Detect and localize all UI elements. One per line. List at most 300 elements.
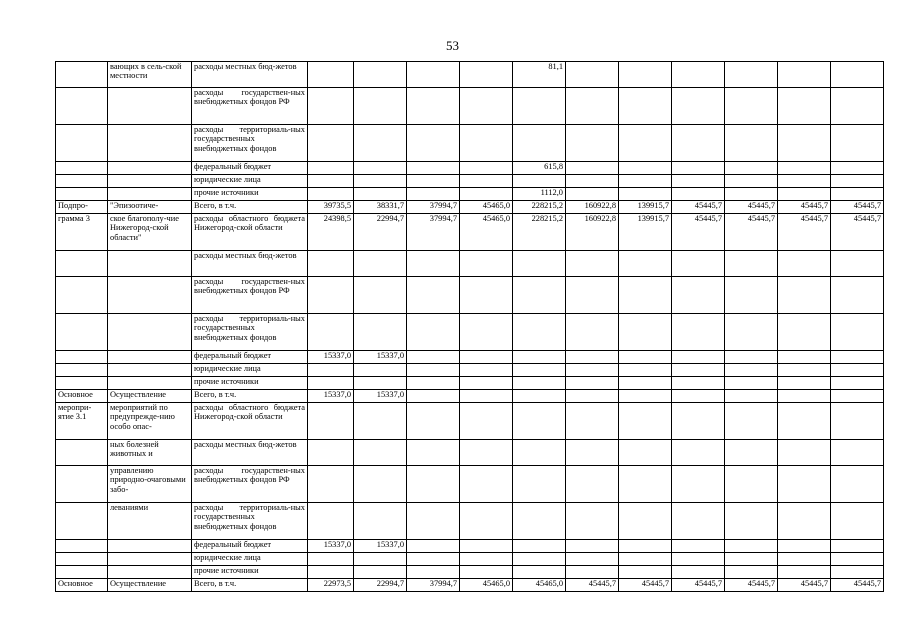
program-name-cell xyxy=(108,188,192,201)
amount-cell xyxy=(308,62,354,88)
funding-source-cell: расходы местных бюд-жетов xyxy=(192,440,308,466)
amount-cell xyxy=(778,503,831,540)
program-name-cell xyxy=(108,553,192,566)
funding-source-cell: расходы территориаль-ных государственных внебюджетных фондов xyxy=(192,314,308,351)
amount-cell: 15337,0 xyxy=(354,540,407,553)
amount-cell xyxy=(831,162,884,175)
program-code-cell xyxy=(56,88,108,125)
amount-cell xyxy=(354,125,407,162)
amount-cell: 15337,0 xyxy=(354,351,407,364)
amount-cell: 139915,7 xyxy=(619,214,672,251)
amount-cell xyxy=(778,553,831,566)
amount-cell: 45445,7 xyxy=(566,579,619,592)
amount-cell xyxy=(778,251,831,277)
amount-cell: 45445,7 xyxy=(778,579,831,592)
amount-cell xyxy=(566,175,619,188)
amount-cell xyxy=(407,440,460,466)
amount-cell xyxy=(308,175,354,188)
amount-cell xyxy=(831,403,884,440)
amount-cell: 22994,7 xyxy=(354,579,407,592)
amount-cell xyxy=(460,251,513,277)
program-name-cell xyxy=(108,377,192,390)
amount-cell xyxy=(513,277,566,314)
amount-cell xyxy=(566,364,619,377)
amount-cell xyxy=(407,175,460,188)
table-row xyxy=(56,553,884,566)
amount-cell xyxy=(513,403,566,440)
amount-cell: 15337,0 xyxy=(308,540,354,553)
amount-cell: 1112,0 xyxy=(513,188,566,201)
amount-cell: 45445,7 xyxy=(831,214,884,251)
amount-cell xyxy=(619,277,672,314)
amount-cell xyxy=(407,390,460,403)
program-code-cell xyxy=(56,440,108,466)
amount-cell xyxy=(460,377,513,390)
amount-cell xyxy=(513,540,566,553)
amount-cell xyxy=(354,377,407,390)
amount-cell xyxy=(354,403,407,440)
amount-cell xyxy=(513,553,566,566)
amount-cell xyxy=(566,277,619,314)
amount-cell: 45445,7 xyxy=(778,201,831,214)
amount-cell: 139915,7 xyxy=(619,201,672,214)
amount-cell: 45465,0 xyxy=(513,579,566,592)
amount-cell xyxy=(308,125,354,162)
amount-cell: 39735,5 xyxy=(308,201,354,214)
amount-cell xyxy=(619,503,672,540)
amount-cell xyxy=(778,377,831,390)
table-row xyxy=(56,390,884,403)
amount-cell xyxy=(778,566,831,579)
amount-cell: 45445,7 xyxy=(672,579,725,592)
amount-cell: 228215,2 xyxy=(513,214,566,251)
amount-cell xyxy=(460,566,513,579)
amount-cell xyxy=(460,314,513,351)
amount-cell xyxy=(831,175,884,188)
amount-cell: 160922,8 xyxy=(566,214,619,251)
amount-cell xyxy=(460,503,513,540)
amount-cell xyxy=(407,466,460,503)
program-name-cell xyxy=(108,566,192,579)
program-name-cell xyxy=(108,125,192,162)
amount-cell xyxy=(566,314,619,351)
program-name-cell xyxy=(108,175,192,188)
amount-cell xyxy=(407,125,460,162)
amount-cell xyxy=(725,440,778,466)
amount-cell xyxy=(831,364,884,377)
program-name-cell: управлению природно-очаговыми забо- xyxy=(108,466,192,503)
amount-cell xyxy=(831,277,884,314)
table-row xyxy=(56,125,884,162)
table-row xyxy=(56,88,884,125)
amount-cell: 15337,0 xyxy=(354,390,407,403)
amount-cell xyxy=(308,88,354,125)
program-code-cell xyxy=(56,175,108,188)
table-row xyxy=(56,188,884,201)
table-row xyxy=(56,214,884,251)
program-name-cell xyxy=(108,314,192,351)
amount-cell xyxy=(407,503,460,540)
program-code-cell xyxy=(56,351,108,364)
program-name-cell xyxy=(108,88,192,125)
amount-cell xyxy=(308,162,354,175)
amount-cell: 160922,8 xyxy=(566,201,619,214)
program-code-cell xyxy=(56,466,108,503)
amount-cell xyxy=(354,553,407,566)
amount-cell xyxy=(619,440,672,466)
amount-cell: 45445,7 xyxy=(725,214,778,251)
amount-cell xyxy=(460,125,513,162)
amount-cell xyxy=(308,377,354,390)
funding-source-cell: юридические лица xyxy=(192,364,308,377)
funding-source-cell: юридические лица xyxy=(192,553,308,566)
amount-cell xyxy=(725,88,778,125)
amount-cell xyxy=(460,162,513,175)
table-row xyxy=(56,440,884,466)
funding-source-cell: расходы государствен-ных внебюджетных фондов РФ xyxy=(192,277,308,314)
amount-cell: 45445,7 xyxy=(725,579,778,592)
amount-cell xyxy=(566,466,619,503)
amount-cell xyxy=(407,162,460,175)
amount-cell xyxy=(725,503,778,540)
amount-cell xyxy=(619,175,672,188)
amount-cell xyxy=(831,566,884,579)
funding-source-cell: юридические лица xyxy=(192,175,308,188)
amount-cell xyxy=(672,251,725,277)
funding-source-cell: прочие источники xyxy=(192,566,308,579)
amount-cell: 45445,7 xyxy=(831,579,884,592)
funding-source-cell: Всего, в т.ч. xyxy=(192,201,308,214)
amount-cell xyxy=(725,188,778,201)
amount-cell: 45465,0 xyxy=(460,201,513,214)
amount-cell xyxy=(566,553,619,566)
program-name-cell: мероприятий по предупрежде-нию особо опас- xyxy=(108,403,192,440)
amount-cell xyxy=(566,566,619,579)
table-row xyxy=(56,503,884,540)
amount-cell xyxy=(354,188,407,201)
amount-cell xyxy=(619,540,672,553)
amount-cell xyxy=(308,403,354,440)
amount-cell xyxy=(619,390,672,403)
amount-cell xyxy=(725,566,778,579)
amount-cell xyxy=(672,503,725,540)
table-row xyxy=(56,377,884,390)
amount-cell xyxy=(460,277,513,314)
amount-cell xyxy=(513,466,566,503)
amount-cell: 24398,5 xyxy=(308,214,354,251)
amount-cell xyxy=(619,251,672,277)
program-code-cell xyxy=(56,277,108,314)
amount-cell xyxy=(460,540,513,553)
amount-cell xyxy=(308,277,354,314)
program-name-cell xyxy=(108,251,192,277)
amount-cell xyxy=(831,503,884,540)
amount-cell xyxy=(566,88,619,125)
amount-cell xyxy=(672,277,725,314)
program-name-cell: "Эпизоотиче- xyxy=(108,201,192,214)
amount-cell xyxy=(460,188,513,201)
amount-cell xyxy=(308,440,354,466)
table-row xyxy=(56,175,884,188)
amount-cell xyxy=(354,364,407,377)
amount-cell xyxy=(831,314,884,351)
amount-cell xyxy=(354,503,407,540)
amount-cell xyxy=(460,403,513,440)
amount-cell: 38331,7 xyxy=(354,201,407,214)
amount-cell: 45445,7 xyxy=(725,201,778,214)
amount-cell: 45445,7 xyxy=(831,201,884,214)
amount-cell xyxy=(778,351,831,364)
amount-cell xyxy=(407,351,460,364)
amount-cell: 45445,7 xyxy=(672,214,725,251)
program-code-cell xyxy=(56,553,108,566)
amount-cell xyxy=(407,377,460,390)
program-code-cell: Основное xyxy=(56,579,108,592)
table-row xyxy=(56,277,884,314)
funding-source-cell: расходы областного бюджета Нижегород-ской области xyxy=(192,214,308,251)
amount-cell xyxy=(566,62,619,88)
amount-cell: 228215,2 xyxy=(513,201,566,214)
amount-cell xyxy=(619,88,672,125)
amount-cell xyxy=(407,314,460,351)
amount-cell xyxy=(407,403,460,440)
amount-cell xyxy=(725,314,778,351)
amount-cell xyxy=(407,277,460,314)
amount-cell xyxy=(672,390,725,403)
amount-cell xyxy=(672,364,725,377)
program-name-cell xyxy=(108,277,192,314)
program-name-cell: вающих в сель-ской местности xyxy=(108,62,192,88)
funding-source-cell: федеральный бюджет xyxy=(192,351,308,364)
amount-cell xyxy=(778,364,831,377)
amount-cell xyxy=(354,162,407,175)
program-name-cell xyxy=(108,351,192,364)
amount-cell xyxy=(778,314,831,351)
amount-cell: 45445,7 xyxy=(619,579,672,592)
amount-cell xyxy=(778,390,831,403)
amount-cell xyxy=(308,188,354,201)
amount-cell xyxy=(407,364,460,377)
amount-cell xyxy=(831,62,884,88)
amount-cell xyxy=(672,175,725,188)
amount-cell xyxy=(354,440,407,466)
amount-cell xyxy=(672,440,725,466)
amount-cell xyxy=(407,88,460,125)
amount-cell xyxy=(778,403,831,440)
program-name-cell: Осуществление xyxy=(108,579,192,592)
amount-cell xyxy=(513,251,566,277)
amount-cell xyxy=(672,62,725,88)
table-row xyxy=(56,566,884,579)
table-row xyxy=(56,579,884,592)
amount-cell xyxy=(566,162,619,175)
amount-cell xyxy=(308,566,354,579)
amount-cell: 37994,7 xyxy=(407,214,460,251)
amount-cell xyxy=(407,540,460,553)
amount-cell xyxy=(831,88,884,125)
amount-cell: 45445,7 xyxy=(778,214,831,251)
amount-cell xyxy=(566,351,619,364)
amount-cell xyxy=(778,175,831,188)
amount-cell xyxy=(672,566,725,579)
funding-source-cell: федеральный бюджет xyxy=(192,540,308,553)
amount-cell xyxy=(778,540,831,553)
amount-cell: 81,1 xyxy=(513,62,566,88)
amount-cell xyxy=(619,377,672,390)
amount-cell xyxy=(460,364,513,377)
amount-cell xyxy=(566,540,619,553)
amount-cell xyxy=(566,440,619,466)
program-code-cell xyxy=(56,251,108,277)
amount-cell xyxy=(619,314,672,351)
program-code-cell xyxy=(56,314,108,351)
amount-cell xyxy=(460,440,513,466)
amount-cell xyxy=(725,277,778,314)
amount-cell xyxy=(672,540,725,553)
funding-source-cell: расходы областного бюджета Нижегород-ской области xyxy=(192,403,308,440)
amount-cell xyxy=(460,390,513,403)
amount-cell xyxy=(354,277,407,314)
amount-cell xyxy=(672,403,725,440)
table-row xyxy=(56,314,884,351)
program-code-cell xyxy=(56,377,108,390)
amount-cell xyxy=(672,125,725,162)
amount-cell xyxy=(619,403,672,440)
amount-cell xyxy=(725,540,778,553)
funding-source-cell: прочие источники xyxy=(192,188,308,201)
amount-cell xyxy=(619,364,672,377)
amount-cell xyxy=(672,377,725,390)
amount-cell xyxy=(778,88,831,125)
amount-cell xyxy=(725,125,778,162)
amount-cell xyxy=(619,553,672,566)
funding-source-cell: федеральный бюджет xyxy=(192,162,308,175)
amount-cell xyxy=(407,188,460,201)
amount-cell xyxy=(725,364,778,377)
amount-cell xyxy=(513,440,566,466)
amount-cell xyxy=(460,466,513,503)
table-row xyxy=(56,351,884,364)
amount-cell xyxy=(566,390,619,403)
program-name-cell: ных болезней животных и xyxy=(108,440,192,466)
amount-cell xyxy=(513,377,566,390)
program-name-cell: Осуществление xyxy=(108,390,192,403)
amount-cell xyxy=(407,251,460,277)
program-code-cell xyxy=(56,62,108,88)
amount-cell xyxy=(354,251,407,277)
amount-cell xyxy=(308,503,354,540)
program-code-cell xyxy=(56,364,108,377)
amount-cell xyxy=(308,364,354,377)
amount-cell xyxy=(566,503,619,540)
funding-source-cell: расходы территориаль-ных государственных внебюджетных фондов xyxy=(192,125,308,162)
table-row xyxy=(56,540,884,553)
amount-cell xyxy=(831,351,884,364)
amount-cell xyxy=(513,390,566,403)
table-body xyxy=(56,62,884,592)
amount-cell xyxy=(778,440,831,466)
program-code-cell xyxy=(56,503,108,540)
table-row xyxy=(56,251,884,277)
table-row xyxy=(56,466,884,503)
amount-cell xyxy=(672,162,725,175)
amount-cell: 615,8 xyxy=(513,162,566,175)
amount-cell xyxy=(725,403,778,440)
amount-cell xyxy=(831,377,884,390)
amount-cell xyxy=(725,390,778,403)
program-code-cell: грамма 3 xyxy=(56,214,108,251)
amount-cell xyxy=(354,466,407,503)
amount-cell xyxy=(778,62,831,88)
amount-cell xyxy=(672,553,725,566)
amount-cell xyxy=(460,553,513,566)
funding-source-cell: расходы государствен-ных внебюджетных фондов РФ xyxy=(192,88,308,125)
program-code-cell: Подпро- xyxy=(56,201,108,214)
amount-cell: 37994,7 xyxy=(407,579,460,592)
amount-cell xyxy=(725,162,778,175)
funding-source-cell: расходы местных бюд-жетов xyxy=(192,62,308,88)
amount-cell xyxy=(831,188,884,201)
amount-cell xyxy=(725,175,778,188)
table-row xyxy=(56,62,884,88)
amount-cell xyxy=(513,125,566,162)
program-code-cell: Основное xyxy=(56,390,108,403)
funding-source-cell: расходы государствен-ных внебюджетных фондов РФ xyxy=(192,466,308,503)
amount-cell xyxy=(513,503,566,540)
amount-cell xyxy=(778,125,831,162)
program-name-cell xyxy=(108,364,192,377)
amount-cell: 45445,7 xyxy=(672,201,725,214)
amount-cell xyxy=(513,566,566,579)
funding-source-cell: расходы территориаль-ных государственных внебюджетных фондов xyxy=(192,503,308,540)
amount-cell xyxy=(460,62,513,88)
amount-cell xyxy=(831,553,884,566)
amount-cell xyxy=(778,277,831,314)
amount-cell xyxy=(778,466,831,503)
amount-cell xyxy=(619,125,672,162)
funding-source-cell: Всего, в т.ч. xyxy=(192,579,308,592)
program-name-cell xyxy=(108,540,192,553)
amount-cell xyxy=(460,351,513,364)
amount-cell: 37994,7 xyxy=(407,201,460,214)
amount-cell xyxy=(566,251,619,277)
amount-cell xyxy=(831,390,884,403)
funding-source-cell: Всего, в т.ч. xyxy=(192,390,308,403)
budget-table xyxy=(55,61,884,592)
amount-cell: 15337,0 xyxy=(308,351,354,364)
amount-cell xyxy=(672,88,725,125)
program-code-cell: меропри-ятие 3.1 xyxy=(56,403,108,440)
amount-cell xyxy=(566,125,619,162)
amount-cell xyxy=(308,466,354,503)
amount-cell: 22994,7 xyxy=(354,214,407,251)
funding-source-cell: прочие источники xyxy=(192,377,308,390)
amount-cell xyxy=(460,88,513,125)
program-code-cell xyxy=(56,188,108,201)
amount-cell xyxy=(619,351,672,364)
amount-cell xyxy=(513,175,566,188)
amount-cell xyxy=(778,162,831,175)
amount-cell xyxy=(672,314,725,351)
amount-cell xyxy=(778,188,831,201)
amount-cell xyxy=(725,377,778,390)
amount-cell xyxy=(619,566,672,579)
amount-cell xyxy=(308,553,354,566)
funding-source-cell: расходы местных бюд-жетов xyxy=(192,251,308,277)
amount-cell xyxy=(725,62,778,88)
amount-cell xyxy=(407,553,460,566)
amount-cell xyxy=(725,466,778,503)
